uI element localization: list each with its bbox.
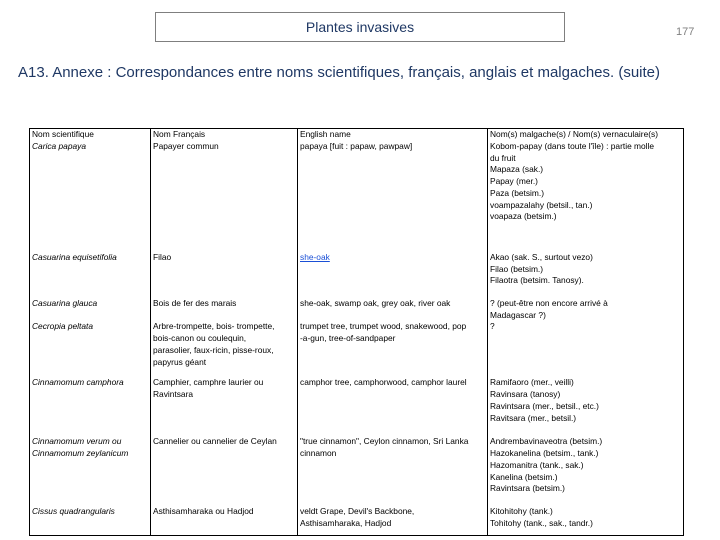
cell-line: Madagascar ?) xyxy=(490,309,546,320)
cell-line: bois-canon ou coulequin, xyxy=(153,333,247,344)
cell-scientific xyxy=(30,298,151,321)
cell-line: veldt Grape, Devil's Backbone, xyxy=(300,506,415,517)
cell-line: Cinnamomum verum ou xyxy=(32,436,122,447)
cell-line: -a-gun, tree-of-sandpaper xyxy=(300,333,396,344)
table-row xyxy=(30,321,684,377)
cell-line: Hazomanitra (tank., sak.) xyxy=(490,459,584,470)
page-number: 177 xyxy=(676,26,695,38)
cell-english xyxy=(298,506,488,535)
correspondence-table xyxy=(29,128,684,536)
cell-english xyxy=(298,321,488,377)
cell-scientific xyxy=(30,436,151,506)
cell-line: Casuarina glauca xyxy=(32,298,98,308)
cell-french xyxy=(151,436,298,506)
cell-english xyxy=(298,141,488,252)
cell-line: Camphier, camphre laurier ou xyxy=(153,377,264,388)
table-row xyxy=(30,506,684,535)
cell-line: Tohitohy (tank., sak., tandr.) xyxy=(490,518,593,529)
cell-line: Bois de fer des marais xyxy=(153,298,237,308)
cell-line: Kobom-papay (dans toute l'île) : partie molle xyxy=(490,141,655,151)
cell-line: Paza (betsim.) xyxy=(490,187,544,198)
cell-line: trumpet tree, trumpet wood, snakewood, pop xyxy=(300,321,467,332)
english-name-link[interactable]: she-oak xyxy=(300,252,330,262)
table-row xyxy=(30,252,684,298)
cell-english xyxy=(298,377,488,436)
cell-line: Papayer commun xyxy=(153,141,219,151)
column-header-english: English name xyxy=(298,129,488,142)
cell-line: Ravintsara (betsim.) xyxy=(490,483,565,494)
cell-line: Kanelina (betsim.) xyxy=(490,471,558,482)
cell-english xyxy=(298,436,488,506)
cell-scientific xyxy=(30,141,151,252)
cell-french xyxy=(151,252,298,298)
cell-scientific xyxy=(30,321,151,377)
cell-line: Cinnamomum camphora xyxy=(32,377,124,388)
column-header-scientific: Nom scientifique xyxy=(30,129,151,142)
cell-line: Ravintsara (mer., betsil., etc.) xyxy=(490,400,599,411)
cell-malagasy xyxy=(488,298,684,321)
cell-line: Mapaza (sak.) xyxy=(490,164,544,175)
cell-french xyxy=(151,506,298,535)
cell-french xyxy=(151,141,298,252)
cell-malagasy xyxy=(488,321,684,377)
cell-line: Kitohitohy (tank.) xyxy=(490,506,553,517)
cell-line: Carica papaya xyxy=(32,141,87,151)
cell-line: papyrus géant xyxy=(153,356,207,367)
cell-line: Cecropia peltata xyxy=(32,321,93,332)
cell-malagasy xyxy=(488,506,684,535)
cell-line: Filao xyxy=(153,252,172,262)
cell-line: cinnamon xyxy=(300,448,337,459)
cell-line: Cannelier ou cannelier de Ceylan xyxy=(153,436,277,447)
cell-line: Cinnamomum zeylanicum xyxy=(32,448,129,459)
column-header-french: Nom Français xyxy=(151,129,298,142)
table-row xyxy=(30,141,684,252)
cell-scientific xyxy=(30,377,151,436)
cell-line: "true cinnamon", Ceylon cinnamon, Sri Lanka xyxy=(300,436,469,447)
cell-french xyxy=(151,377,298,436)
header-title-box xyxy=(155,12,565,42)
header-title: Plantes invasives xyxy=(305,19,415,35)
cell-line: ? (peut-être non encore arrivé à xyxy=(490,298,608,308)
cell-line: Ramifaoro (mer., veilli) xyxy=(490,377,574,388)
cell-line: Ravitsara (mer., betsil.) xyxy=(490,412,577,423)
cell-line: she-oak, swamp oak, grey oak, river oak xyxy=(300,298,451,308)
cell-line: voapaza (betsim.) xyxy=(490,211,557,222)
cell-line: papaya [fuit : papaw, pawpaw] xyxy=(300,141,413,151)
cell-line: voampazalahy (betsil., tan.) xyxy=(490,199,593,210)
table-row xyxy=(30,436,684,506)
cell-french xyxy=(151,298,298,321)
cell-line: Ravintsara xyxy=(153,389,194,400)
cell-french xyxy=(151,321,298,377)
cell-malagasy xyxy=(488,377,684,436)
table-row xyxy=(30,298,684,321)
cell-line: du fruit xyxy=(490,152,516,163)
cell-line: Andrembavinaveotra (betsim.) xyxy=(490,436,603,447)
cell-scientific xyxy=(30,506,151,535)
cell-line: Papay (mer.) xyxy=(490,176,538,187)
column-header-malagasy: Nom(s) malgache(s) / Nom(s) vernaculaire(s) xyxy=(488,129,684,142)
table-body xyxy=(30,141,684,535)
cell-line: camphor tree, camphorwood, camphor laurel xyxy=(300,377,467,388)
cell-line: Arbre-trompette, bois- trompette, xyxy=(153,321,275,332)
table-header-row xyxy=(30,129,684,142)
table-row xyxy=(30,377,684,436)
cell-malagasy xyxy=(488,436,684,506)
cell-line: Asthisamharaka ou Hadjod xyxy=(153,506,254,517)
section-heading: A13. Annexe : Correspondances entre noms scientifiques, français, anglais et malgaches. (suite) xyxy=(18,64,661,81)
cell-line: Akao (sak. S., surtout vezo) xyxy=(490,252,593,262)
cell-line: Cissus quadrangularis xyxy=(32,506,115,517)
cell-line: Casuarina equisetifolia xyxy=(32,252,117,262)
cell-line: Filaotra (betsim. Tanosy). xyxy=(490,275,584,286)
cell-line: ? xyxy=(490,321,495,332)
cell-english xyxy=(298,252,488,298)
cell-line: Filao (betsim.) xyxy=(490,263,544,274)
cell-line: parasolier, faux-ricin, pisse-roux, xyxy=(153,344,274,355)
cell-line: Asthisamharaka, Hadjod xyxy=(300,518,392,529)
cell-english xyxy=(298,298,488,321)
cell-malagasy xyxy=(488,141,684,252)
cell-malagasy xyxy=(488,252,684,298)
cell-scientific xyxy=(30,252,151,298)
cell-line: Ravinsara (tanosy) xyxy=(490,389,561,400)
cell-line: Hazokanelina (betsim., tank.) xyxy=(490,448,599,459)
